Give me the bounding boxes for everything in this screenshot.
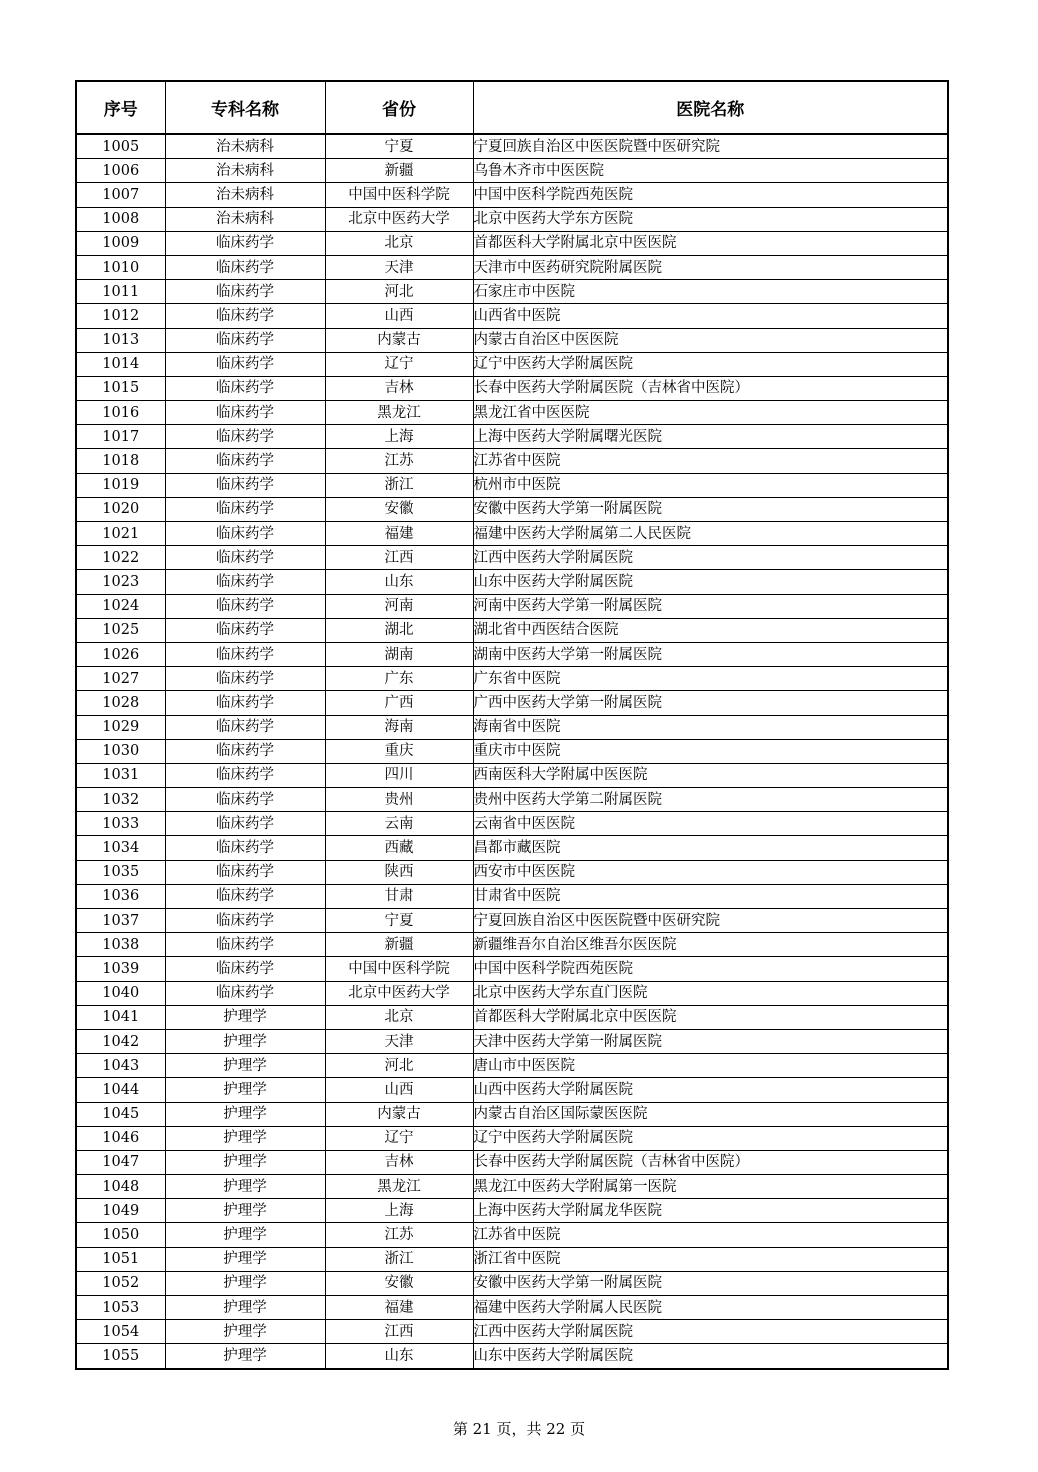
- cell-province: 贵州: [325, 788, 473, 812]
- cell-specialty: 临床药学: [165, 280, 325, 304]
- table-row: [76, 570, 948, 594]
- cell-province: 湖南: [325, 642, 473, 666]
- cell-no: 1029: [76, 715, 165, 739]
- cell-province: 天津: [325, 255, 473, 279]
- cell-province: 山东: [325, 1344, 473, 1369]
- cell-no: 1026: [76, 642, 165, 666]
- cell-specialty: 临床药学: [165, 255, 325, 279]
- cell-province: 甘肃: [325, 884, 473, 908]
- cell-province: 浙江: [325, 473, 473, 497]
- cell-specialty: 护理学: [165, 1175, 325, 1199]
- cell-no: 1028: [76, 691, 165, 715]
- cell-province: 安徽: [325, 497, 473, 521]
- cell-no: 1035: [76, 860, 165, 884]
- table-row: [76, 352, 948, 376]
- table-row: [76, 522, 948, 546]
- cell-hospital: 唐山市中医医院: [473, 1054, 948, 1078]
- table-row: [76, 376, 948, 400]
- table-row: [76, 933, 948, 957]
- cell-specialty: 临床药学: [165, 860, 325, 884]
- cell-province: 浙江: [325, 1247, 473, 1271]
- table-row: [76, 957, 948, 981]
- cell-hospital: 福建中医药大学附属人民医院: [473, 1296, 948, 1320]
- cell-no: 1051: [76, 1247, 165, 1271]
- table-row: [76, 328, 948, 352]
- page-number-footer: 第 21 页，共 22 页: [452, 1420, 586, 1438]
- table-row: [76, 788, 948, 812]
- cell-hospital: 内蒙古自治区国际蒙医医院: [473, 1102, 948, 1126]
- cell-specialty: 临床药学: [165, 788, 325, 812]
- cell-no: 1036: [76, 884, 165, 908]
- table-row: [76, 812, 948, 836]
- cell-specialty: 护理学: [165, 1102, 325, 1126]
- cell-province: 新疆: [325, 159, 473, 183]
- cell-specialty: 临床药学: [165, 231, 325, 255]
- table-row: [76, 1126, 948, 1150]
- cell-specialty: 临床药学: [165, 473, 325, 497]
- cell-no: 1018: [76, 449, 165, 473]
- cell-specialty: 临床药学: [165, 618, 325, 642]
- cell-no: 1007: [76, 183, 165, 207]
- cell-specialty: 临床药学: [165, 836, 325, 860]
- table-row: [76, 401, 948, 425]
- cell-hospital: 长春中医药大学附属医院（吉林省中医院）: [473, 376, 948, 400]
- cell-no: 1024: [76, 594, 165, 618]
- cell-hospital: 湖北省中西医结合医院: [473, 618, 948, 642]
- table-row: [76, 231, 948, 255]
- cell-hospital: 江西中医药大学附属医院: [473, 1320, 948, 1344]
- cell-specialty: 护理学: [165, 1005, 325, 1029]
- cell-province: 内蒙古: [325, 1102, 473, 1126]
- cell-specialty: 护理学: [165, 1150, 325, 1174]
- table-row: [76, 497, 948, 521]
- cell-no: 1009: [76, 231, 165, 255]
- cell-province: 北京: [325, 1005, 473, 1029]
- cell-no: 1045: [76, 1102, 165, 1126]
- table-row: [76, 183, 948, 207]
- table-row: [76, 1175, 948, 1199]
- cell-specialty: 临床药学: [165, 328, 325, 352]
- cell-no: 1046: [76, 1126, 165, 1150]
- cell-province: 福建: [325, 1296, 473, 1320]
- cell-specialty: 临床药学: [165, 739, 325, 763]
- cell-province: 辽宁: [325, 352, 473, 376]
- cell-no: 1011: [76, 280, 165, 304]
- header-specialty: 专科名称: [165, 81, 325, 134]
- cell-hospital: 长春中医药大学附属医院（吉林省中医院）: [473, 1150, 948, 1174]
- cell-province: 陕西: [325, 860, 473, 884]
- cell-hospital: 西安市中医医院: [473, 860, 948, 884]
- cell-no: 1042: [76, 1029, 165, 1053]
- cell-no: 1055: [76, 1344, 165, 1369]
- cell-specialty: 临床药学: [165, 715, 325, 739]
- cell-hospital: 黑龙江省中医医院: [473, 401, 948, 425]
- cell-province: 云南: [325, 812, 473, 836]
- cell-hospital: 乌鲁木齐市中医医院: [473, 159, 948, 183]
- cell-specialty: 临床药学: [165, 497, 325, 521]
- cell-hospital: 新疆维吾尔自治区维吾尔医医院: [473, 933, 948, 957]
- table-row: [76, 425, 948, 449]
- cell-specialty: 护理学: [165, 1029, 325, 1053]
- table-row: [76, 546, 948, 570]
- cell-specialty: 临床药学: [165, 884, 325, 908]
- cell-no: 1010: [76, 255, 165, 279]
- cell-province: 宁夏: [325, 909, 473, 933]
- cell-hospital: 辽宁中医药大学附属医院: [473, 352, 948, 376]
- cell-specialty: 治未病科: [165, 159, 325, 183]
- cell-no: 1047: [76, 1150, 165, 1174]
- table-row: [76, 207, 948, 231]
- cell-no: 1037: [76, 909, 165, 933]
- cell-no: 1033: [76, 812, 165, 836]
- cell-province: 吉林: [325, 1150, 473, 1174]
- table-row: [76, 667, 948, 691]
- cell-hospital: 昌都市藏医院: [473, 836, 948, 860]
- table-row: [76, 909, 948, 933]
- cell-hospital: 天津市中医药研究院附属医院: [473, 255, 948, 279]
- table-row: [76, 280, 948, 304]
- cell-province: 宁夏: [325, 134, 473, 159]
- cell-no: 1021: [76, 522, 165, 546]
- header-hospital: 医院名称: [473, 81, 948, 134]
- table-row: [76, 255, 948, 279]
- table-row: [76, 739, 948, 763]
- cell-province: 福建: [325, 522, 473, 546]
- cell-province: 中国中医科学院: [325, 957, 473, 981]
- cell-specialty: 临床药学: [165, 570, 325, 594]
- cell-province: 安徽: [325, 1271, 473, 1295]
- cell-no: 1039: [76, 957, 165, 981]
- cell-hospital: 宁夏回族自治区中医医院暨中医研究院: [473, 134, 948, 159]
- cell-hospital: 辽宁中医药大学附属医院: [473, 1126, 948, 1150]
- table-row: [76, 642, 948, 666]
- cell-no: 1017: [76, 425, 165, 449]
- cell-hospital: 重庆市中医院: [473, 739, 948, 763]
- cell-no: 1052: [76, 1271, 165, 1295]
- cell-specialty: 临床药学: [165, 981, 325, 1005]
- table-row: [76, 1150, 948, 1174]
- cell-hospital: 贵州中医药大学第二附属医院: [473, 788, 948, 812]
- cell-province: 江苏: [325, 1223, 473, 1247]
- cell-hospital: 云南省中医医院: [473, 812, 948, 836]
- cell-hospital: 山西省中医院: [473, 304, 948, 328]
- table-row: [76, 763, 948, 787]
- cell-hospital: 福建中医药大学附属第二人民医院: [473, 522, 948, 546]
- table-row: [76, 1199, 948, 1223]
- cell-specialty: 护理学: [165, 1247, 325, 1271]
- table-row: [76, 1078, 948, 1102]
- cell-specialty: 临床药学: [165, 933, 325, 957]
- cell-hospital: 安徽中医药大学第一附属医院: [473, 1271, 948, 1295]
- cell-specialty: 护理学: [165, 1199, 325, 1223]
- table-row: [76, 1102, 948, 1126]
- cell-no: 1005: [76, 134, 165, 159]
- cell-specialty: 临床药学: [165, 546, 325, 570]
- cell-no: 1050: [76, 1223, 165, 1247]
- cell-province: 湖北: [325, 618, 473, 642]
- table-row: [76, 1344, 948, 1369]
- cell-province: 江西: [325, 546, 473, 570]
- table-row: [76, 594, 948, 618]
- cell-province: 黑龙江: [325, 1175, 473, 1199]
- cell-specialty: 护理学: [165, 1078, 325, 1102]
- cell-hospital: 黑龙江中医药大学附属第一医院: [473, 1175, 948, 1199]
- cell-hospital: 宁夏回族自治区中医医院暨中医研究院: [473, 909, 948, 933]
- cell-hospital: 山东中医药大学附属医院: [473, 570, 948, 594]
- cell-no: 1032: [76, 788, 165, 812]
- cell-province: 天津: [325, 1029, 473, 1053]
- table-row: [76, 159, 948, 183]
- cell-province: 山西: [325, 304, 473, 328]
- cell-specialty: 治未病科: [165, 134, 325, 159]
- cell-specialty: 护理学: [165, 1054, 325, 1078]
- table-row: [76, 1320, 948, 1344]
- cell-province: 新疆: [325, 933, 473, 957]
- cell-hospital: 河南中医药大学第一附属医院: [473, 594, 948, 618]
- cell-specialty: 临床药学: [165, 376, 325, 400]
- cell-hospital: 内蒙古自治区中医医院: [473, 328, 948, 352]
- cell-province: 西藏: [325, 836, 473, 860]
- cell-specialty: 临床药学: [165, 763, 325, 787]
- table-row: [76, 1247, 948, 1271]
- cell-province: 广西: [325, 691, 473, 715]
- cell-no: 1034: [76, 836, 165, 860]
- cell-specialty: 临床药学: [165, 594, 325, 618]
- cell-no: 1038: [76, 933, 165, 957]
- cell-hospital: 上海中医药大学附属曙光医院: [473, 425, 948, 449]
- table-row: [76, 1054, 948, 1078]
- cell-province: 河北: [325, 1054, 473, 1078]
- cell-no: 1006: [76, 159, 165, 183]
- cell-hospital: 甘肃省中医院: [473, 884, 948, 908]
- table-row: [76, 1271, 948, 1295]
- cell-no: 1013: [76, 328, 165, 352]
- cell-specialty: 临床药学: [165, 642, 325, 666]
- table-row: [76, 1296, 948, 1320]
- cell-hospital: 浙江省中医院: [473, 1247, 948, 1271]
- cell-specialty: 护理学: [165, 1320, 325, 1344]
- cell-province: 海南: [325, 715, 473, 739]
- cell-specialty: 临床药学: [165, 909, 325, 933]
- cell-specialty: 临床药学: [165, 812, 325, 836]
- table-row: [76, 691, 948, 715]
- cell-specialty: 临床药学: [165, 449, 325, 473]
- cell-province: 北京: [325, 231, 473, 255]
- cell-no: 1030: [76, 739, 165, 763]
- cell-province: 吉林: [325, 376, 473, 400]
- cell-no: 1048: [76, 1175, 165, 1199]
- cell-province: 北京中医药大学: [325, 981, 473, 1005]
- cell-no: 1054: [76, 1320, 165, 1344]
- cell-province: 江西: [325, 1320, 473, 1344]
- cell-province: 山东: [325, 570, 473, 594]
- cell-specialty: 临床药学: [165, 352, 325, 376]
- cell-province: 中国中医科学院: [325, 183, 473, 207]
- cell-specialty: 护理学: [165, 1344, 325, 1369]
- table-header-row: [76, 81, 948, 134]
- cell-specialty: 治未病科: [165, 207, 325, 231]
- cell-province: 重庆: [325, 739, 473, 763]
- cell-specialty: 临床药学: [165, 425, 325, 449]
- cell-no: 1053: [76, 1296, 165, 1320]
- cell-hospital: 杭州市中医院: [473, 473, 948, 497]
- cell-no: 1041: [76, 1005, 165, 1029]
- table-row: [76, 860, 948, 884]
- hospital-specialty-table: [75, 80, 949, 1370]
- cell-province: 上海: [325, 1199, 473, 1223]
- cell-province: 四川: [325, 763, 473, 787]
- cell-specialty: 护理学: [165, 1223, 325, 1247]
- cell-no: 1015: [76, 376, 165, 400]
- cell-hospital: 江西中医药大学附属医院: [473, 546, 948, 570]
- table-row: [76, 473, 948, 497]
- cell-hospital: 西南医科大学附属中医医院: [473, 763, 948, 787]
- cell-no: 1016: [76, 401, 165, 425]
- cell-hospital: 首都医科大学附属北京中医医院: [473, 231, 948, 255]
- cell-no: 1040: [76, 981, 165, 1005]
- cell-no: 1014: [76, 352, 165, 376]
- cell-hospital: 广西中医药大学第一附属医院: [473, 691, 948, 715]
- cell-hospital: 广东省中医院: [473, 667, 948, 691]
- cell-specialty: 治未病科: [165, 183, 325, 207]
- header-province: 省份: [325, 81, 473, 134]
- cell-hospital: 天津中医药大学第一附属医院: [473, 1029, 948, 1053]
- cell-specialty: 临床药学: [165, 522, 325, 546]
- cell-province: 上海: [325, 425, 473, 449]
- cell-no: 1044: [76, 1078, 165, 1102]
- cell-province: 广东: [325, 667, 473, 691]
- cell-no: 1019: [76, 473, 165, 497]
- table-row: [76, 1005, 948, 1029]
- cell-hospital: 首都医科大学附属北京中医医院: [473, 1005, 948, 1029]
- cell-specialty: 临床药学: [165, 957, 325, 981]
- cell-specialty: 护理学: [165, 1126, 325, 1150]
- cell-specialty: 护理学: [165, 1296, 325, 1320]
- table-row: [76, 884, 948, 908]
- table-row: [76, 449, 948, 473]
- cell-no: 1027: [76, 667, 165, 691]
- cell-hospital: 江苏省中医院: [473, 1223, 948, 1247]
- cell-province: 内蒙古: [325, 328, 473, 352]
- cell-province: 河南: [325, 594, 473, 618]
- cell-no: 1020: [76, 497, 165, 521]
- cell-hospital: 安徽中医药大学第一附属医院: [473, 497, 948, 521]
- cell-hospital: 中国中医科学院西苑医院: [473, 957, 948, 981]
- table-row: [76, 981, 948, 1005]
- cell-hospital: 山西中医药大学附属医院: [473, 1078, 948, 1102]
- cell-no: 1008: [76, 207, 165, 231]
- table-row: [76, 715, 948, 739]
- cell-specialty: 临床药学: [165, 304, 325, 328]
- cell-hospital: 海南省中医院: [473, 715, 948, 739]
- table-body: [76, 134, 948, 1369]
- cell-hospital: 上海中医药大学附属龙华医院: [473, 1199, 948, 1223]
- cell-province: 山西: [325, 1078, 473, 1102]
- cell-no: 1023: [76, 570, 165, 594]
- cell-no: 1049: [76, 1199, 165, 1223]
- cell-hospital: 石家庄市中医院: [473, 280, 948, 304]
- cell-province: 黑龙江: [325, 401, 473, 425]
- cell-hospital: 江苏省中医院: [473, 449, 948, 473]
- table-row: [76, 618, 948, 642]
- cell-no: 1043: [76, 1054, 165, 1078]
- table-row: [76, 304, 948, 328]
- cell-province: 北京中医药大学: [325, 207, 473, 231]
- cell-specialty: 临床药学: [165, 691, 325, 715]
- cell-province: 辽宁: [325, 1126, 473, 1150]
- header-no: 序号: [76, 81, 165, 134]
- table-row: [76, 836, 948, 860]
- cell-hospital: 北京中医药大学东方医院: [473, 207, 948, 231]
- cell-no: 1025: [76, 618, 165, 642]
- cell-hospital: 中国中医科学院西苑医院: [473, 183, 948, 207]
- cell-specialty: 护理学: [165, 1271, 325, 1295]
- table-row: [76, 134, 948, 159]
- cell-no: 1022: [76, 546, 165, 570]
- table-row: [76, 1223, 948, 1247]
- cell-no: 1031: [76, 763, 165, 787]
- cell-hospital: 北京中医药大学东直门医院: [473, 981, 948, 1005]
- cell-specialty: 临床药学: [165, 667, 325, 691]
- cell-specialty: 临床药学: [165, 401, 325, 425]
- cell-hospital: 山东中医药大学附属医院: [473, 1344, 948, 1369]
- cell-province: 河北: [325, 280, 473, 304]
- table-row: [76, 1029, 948, 1053]
- cell-hospital: 湖南中医药大学第一附属医院: [473, 642, 948, 666]
- cell-no: 1012: [76, 304, 165, 328]
- cell-province: 江苏: [325, 449, 473, 473]
